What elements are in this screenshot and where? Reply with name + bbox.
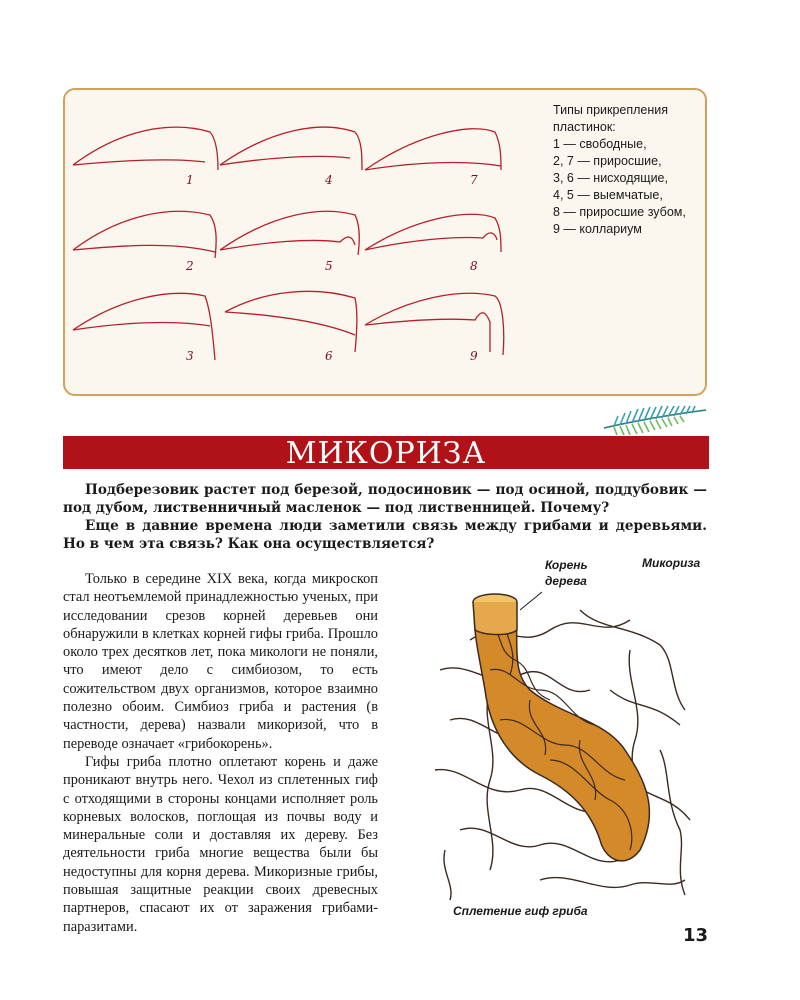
gill-legend-line: 9 — коллариум (553, 222, 642, 236)
gill-legend-line: 3, 6 — нисходящие, (553, 171, 668, 185)
section-header-band (63, 436, 709, 469)
gill-number-5: 5 (325, 259, 333, 273)
gill-shape-3 (73, 293, 215, 360)
gill-shape-7 (365, 129, 501, 170)
section-title: МИКОРИЗА (285, 436, 487, 471)
figure-title: Микориза (642, 556, 701, 570)
gill-legend-line: 4, 5 — выемчатые, (553, 188, 663, 202)
gill-number-6: 6 (325, 349, 333, 363)
gill-shape-4 (220, 127, 362, 170)
gill-number-8: 8 (470, 259, 478, 273)
figure-bottom-caption: Сплетение гиф гриба (453, 904, 588, 918)
gill-legend-line: 8 — приросшие зубом, (553, 205, 686, 219)
page-number: 13 (682, 925, 708, 946)
body-paragraph-1: Только в середине XIX века, когда микроскоп стал неотъемлемой принадлежностью ученых, при исследовании срезов корней деревьев они обнаружили в клетках корней гифы гриба. Прошло около трех десятков лет, пока микологи не поняли, что имеют дело с симбиозом, то есть сожительством двух организмов, которое взаимно полезно обоим. Симбиоз гриба и растения (в частности, дерева) назвали микоризой, что в переводе означает «грибокорень». (63, 571, 378, 752)
body-column (63, 570, 378, 936)
gill-shape-5 (220, 211, 359, 255)
gill-number-2: 2 (186, 259, 194, 273)
gill-shape-1 (73, 127, 218, 170)
gill-shape-8 (365, 214, 501, 252)
gill-legend-line: 1 — свободные, (553, 137, 647, 151)
root-label-line-1: Корень (545, 558, 588, 572)
gill-shape-6 (225, 291, 357, 352)
gill-number-9: 9 (470, 349, 478, 363)
gill-legend (553, 102, 703, 238)
intro-paragraph-2: Еще в давние времена люди заметили связь между грибами и деревьями. Но в чем эта связь? Как она осуществляется? (63, 518, 707, 552)
root-body (474, 600, 649, 861)
body-paragraph-2: Гифы гриба плотно оплетают корень и даже проникают внутрь него. Чехол из сплетенных гиф с отходящими в стороны концами исполняет роль корневых волосков, поглощая из почвы воду и минеральные соли и доставляя их дереву. Без деятельности гриба многие вещества были бы недоступны для корня дерева. Микоризные грибы, повышая защитные реакции своих древесных партнеров, спасают их от заражения грибами-паразитами. (63, 753, 378, 935)
gill-number-7: 7 (470, 173, 478, 187)
gill-shape-9 (365, 293, 504, 355)
root-label-line-2: дерева (545, 574, 587, 588)
gill-shape-2 (73, 211, 216, 258)
gill-attachment-panel (63, 88, 707, 396)
gill-number-1: 1 (186, 173, 194, 187)
intro-paragraph-1: Подберезовик растет под березой, подосиновик — под осиной, поддубовик — под дубом, лиственничный масленок — под лиственницей. Почему? (63, 482, 707, 516)
gill-legend-line: пластинок: (553, 120, 616, 134)
mycorrhiza-illustration (430, 550, 695, 910)
gill-number-4: 4 (325, 173, 333, 187)
gill-number-3: 3 (186, 349, 194, 363)
intro-text (63, 481, 707, 553)
gill-legend-line: 2, 7 — приросшие, (553, 154, 662, 168)
gill-legend-line: Типы прикрепления (553, 103, 669, 117)
fern-decoration-icon (600, 402, 710, 438)
